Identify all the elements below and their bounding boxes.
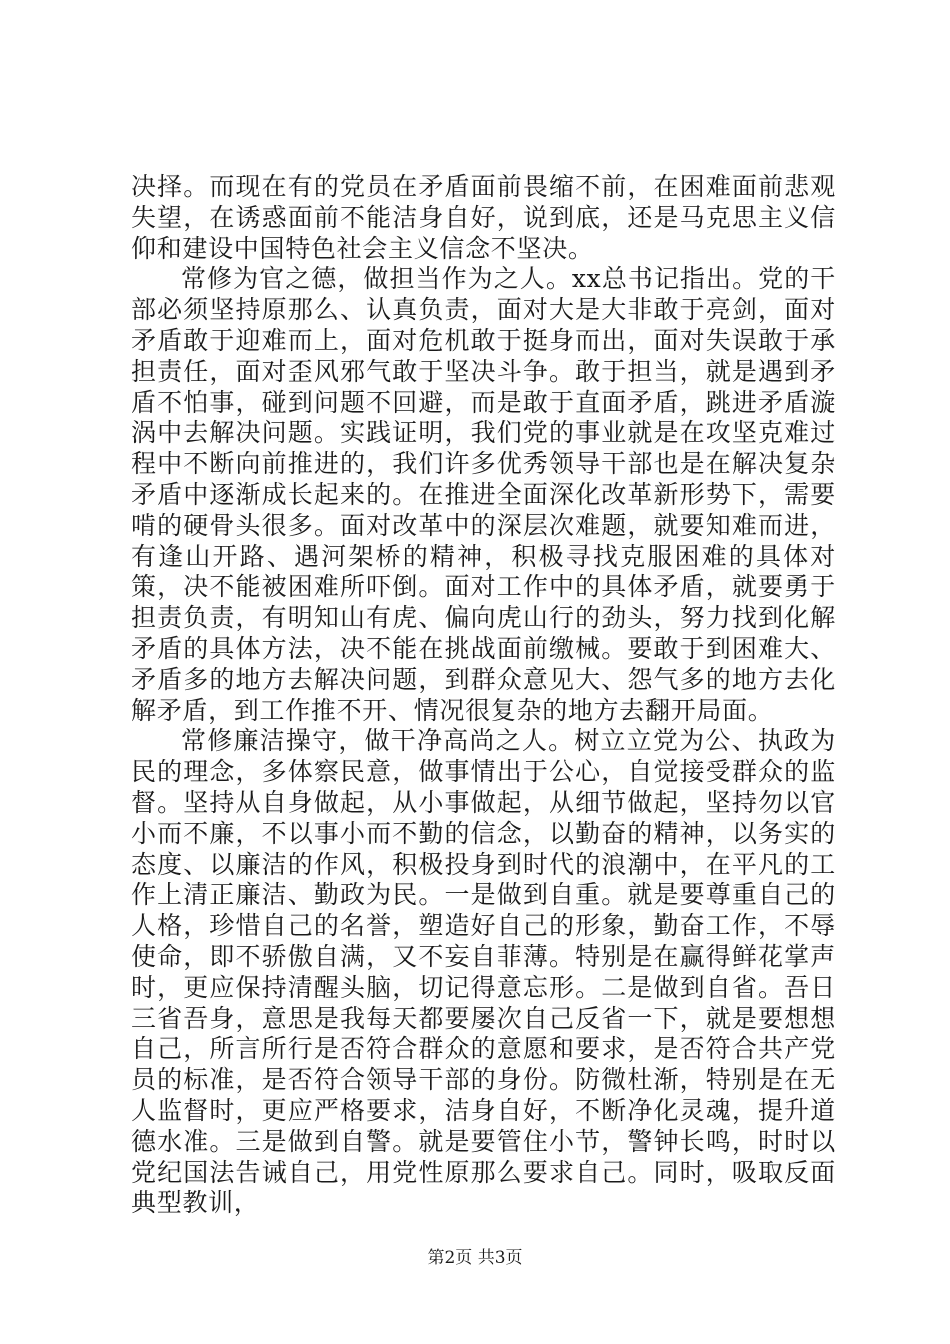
document-body	[131, 172, 836, 1219]
paragraph-official-virtue: 常修为官之德，做担当作为之人。xx总书记指出。党的干部必须坚持原那么、认真负责，面对大是大非敢于亮剑，面对矛盾敢于迎难而上，面对危机敢于挺身而出，面对失误敢于承担责任，面对歪风邪气敢于坚决斗争。敢于担当，就是遇到矛盾不怕事，碰到问题不回避，而是敢于直面矛盾，跳进矛盾漩涡中去解决问题。实践证明，我们党的事业就是在攻坚克难过程中不断向前推进的，我们许多优秀领导干部也是在解决复杂矛盾中逐渐成长起来的。在推进全面深化改革新形势下，需要啃的硬骨头很多。面对改革中的深层次难题，就要知难而进，有逢山开路、遇河架桥的精神，积极寻找克服困难的具体对策，决不能被困难所吓倒。面对工作中的具体矛盾，就要勇于担责负责，有明知山有虎、偏向虎山行的劲头，努力找到化解矛盾的具体方法，决不能在挑战面前缴械。要敢于到困难大、矛盾多的地方去解决问题，到群众意见大、怨气多的地方去化解矛盾，到工作推不开、情况很复杂的地方去翻开局面。	[131, 264, 836, 725]
page-number-footer: 第2页 共3页	[427, 1248, 523, 1268]
paragraph-integrity: 常修廉洁操守，做干净高尚之人。树立立党为公、执政为民的理念，多体察民意，做事情出于公心，自觉接受群众的监督。坚持从自身做起，从小事做起，从细节做起，坚持勿以官小而不廉，不以事小而不勤的信念，以勤奋的精神，以务实的态度、以廉洁的作风，积极投身到时代的浪潮中，在平凡的工作上清正廉洁、勤政为民。一是做到自重。就是要尊重自己的人格，珍惜自己的名誉，塑造好自己的形象，勤奋工作，不辱使命，即不骄傲自满，又不妄自菲薄。特别是在赢得鲜花掌声时，更应保持清醒头脑，切记得意忘形。二是做到自省。吾日三省吾身，意思是我每天都要屡次自己反省一下，就是要想想自己，所言所行是否符合群众的意愿和要求，是否符合共产党员的标准，是否符合领导干部的身份。防微杜渐，特别是在无人监督时，更应严格要求，洁身自好，不断净化灵魂，提升道德水准。三是做到自警。就是要管住小节，警钟长鸣，时时以党纪国法告诫自己，用党性原那么要求自己。同时，吸取反面典型教训，	[131, 726, 836, 1218]
paragraph-continuation: 决择。而现在有的党员在矛盾面前畏缩不前，在困难面前悲观失望，在诱惑面前不能洁身自好，说到底，还是马克思主义信仰和建设中国特色社会主义信念不坚决。	[131, 172, 836, 263]
